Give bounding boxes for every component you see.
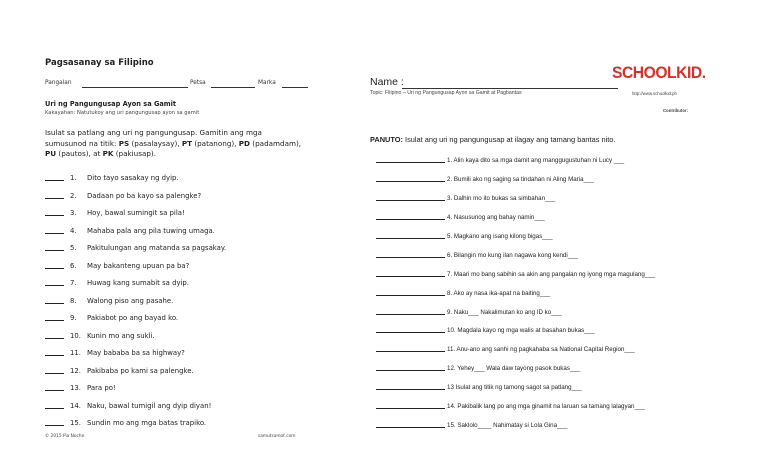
- panuto-text: Isulat ang uri ng pangungusap at ilagay ang tamang bantas nito.: [405, 135, 616, 144]
- name-label: Name :: [370, 76, 404, 88]
- list-item: 7. Huwag kang sumabit sa dyip.: [45, 279, 189, 287]
- list-item: 8. Walong piso ang pasahe.: [45, 297, 173, 305]
- list-item: 1. Alin kaya dito sa mga damit ang manggugustuhan ni Lucy ___: [376, 157, 624, 164]
- list-item: 11. May bababa ba sa highway?: [45, 349, 185, 357]
- list-item: 2. Bumili ako ng saging sa tindahan ni Aling Maria___: [376, 176, 594, 183]
- list-item: 6. May bakanteng upuan pa ba?: [45, 262, 189, 270]
- list-item: 3. Dalhin mo ito bukas sa simbahan___: [376, 195, 555, 202]
- site-url: http://www.schoolkid.ph: [632, 91, 677, 96]
- list-item: 1. Dito tayo sasakay ng dyip.: [45, 174, 179, 182]
- list-item: 13 Isulat ang titik ng tamong sagot sa patlang___: [376, 384, 582, 391]
- score-field-line[interactable]: [282, 87, 308, 88]
- answer-blank[interactable]: [45, 215, 64, 216]
- list-item: 4. Nasusunog ang bahay namin___: [376, 214, 545, 221]
- list-item: 12. Yehey___ Wala daw tayong pasok bukas___: [376, 365, 580, 372]
- answer-blank[interactable]: [45, 355, 64, 356]
- list-item: 4. Mahaba pala ang pila tuwing umaga.: [45, 227, 215, 235]
- worksheet-title: Pagsasanay sa Filipino: [45, 58, 154, 68]
- answer-blank[interactable]: [376, 162, 445, 163]
- name-field-line[interactable]: [82, 87, 188, 88]
- contributor-label: Contributor:: [663, 108, 689, 113]
- score-field-label: Marka: [258, 80, 276, 86]
- answer-blank[interactable]: [45, 268, 64, 269]
- answer-blank[interactable]: [45, 285, 64, 286]
- date-field-line[interactable]: [211, 87, 255, 88]
- list-item: 10. Kunin mo ang sukli.: [45, 332, 155, 340]
- name-field-label: Pangalan: [45, 80, 72, 86]
- answer-blank[interactable]: [45, 198, 64, 199]
- answer-blank[interactable]: [376, 427, 445, 428]
- skill-description: Kakayahan: Natutukoy ang uri pangungusap ayon sa gamit: [45, 110, 200, 116]
- answer-blank[interactable]: [376, 257, 445, 258]
- list-item: 14. Pakibalik lang po ang mga ginamit na laruan sa tamang lalagyan___: [376, 403, 645, 410]
- answer-blank[interactable]: [45, 338, 64, 339]
- list-item: 14. Naku, bawal tumigil ang dyip diyan!: [45, 402, 211, 410]
- answer-blank[interactable]: [376, 181, 445, 182]
- list-item: 2. Dadaan po ba kayo sa palengke?: [45, 192, 201, 200]
- answer-blank[interactable]: [45, 373, 64, 374]
- list-item: 5. Pakitulungan ang matanda sa pagsakay.: [45, 244, 226, 252]
- instruction-line-2: sumusunod na titik:: [45, 138, 117, 148]
- code-pk-text: (pakiusap).: [115, 149, 157, 158]
- list-item: 15. Sundin mo ang mga batas trapiko.: [45, 419, 206, 427]
- answer-blank[interactable]: [45, 180, 64, 181]
- answer-blank[interactable]: [376, 332, 445, 333]
- list-item: 11. Anu-ano ang sanhi ng pagkahaba sa National Capital Region___: [376, 346, 635, 353]
- list-item: 10. Magdala kayo ng mga walis at basahan bukas___: [376, 327, 595, 334]
- list-item: 3. Hoy, bawal sumingit sa pila!: [45, 209, 185, 217]
- list-item: 6. Bilangin mo kung ilan nagawa kong kendi___: [376, 252, 578, 259]
- list-item: 8. Ako ay nasa ika-apat na baiting___: [376, 290, 550, 297]
- instruction-line-1: Isulat sa patlang ang uri ng pangungusap. Gamitin ang mga: [45, 128, 262, 137]
- copyright-footer: © 2015 Pia Noche: [45, 434, 85, 439]
- answer-blank[interactable]: [45, 233, 64, 234]
- name-line[interactable]: [402, 88, 618, 89]
- list-item: 13. Para po!: [45, 384, 116, 392]
- answer-blank[interactable]: [45, 408, 64, 409]
- answer-blank[interactable]: [45, 250, 64, 251]
- answer-blank[interactable]: [376, 351, 445, 352]
- code-ps: PS: [118, 138, 130, 148]
- schoolkid-logo: SCHOOLKID.: [612, 63, 706, 82]
- list-item: 5. Magkano ang isang kilong bigas___: [376, 233, 553, 240]
- answer-blank[interactable]: [376, 276, 445, 277]
- list-item: 9. Pakiabot po ang bayad ko.: [45, 314, 178, 322]
- list-item: 15. Saklolo____ Nahimatay si Lola Gina___: [376, 422, 567, 429]
- answer-blank[interactable]: [376, 408, 445, 409]
- code-pu: PU: [45, 149, 57, 158]
- code-pd-text: (padamdam),: [252, 138, 302, 148]
- list-item: 12. Pakibaba po kami sa palengke.: [45, 367, 194, 375]
- code-pu-text: (pautos), at: [58, 149, 101, 158]
- instructions: [45, 128, 307, 160]
- code-pt-text: (patanong),: [194, 138, 237, 148]
- answer-blank[interactable]: [376, 238, 445, 239]
- answer-blank[interactable]: [45, 320, 64, 321]
- answer-blank[interactable]: [376, 219, 445, 220]
- code-pt: PT: [181, 138, 193, 148]
- worksheet-subtitle: Uri ng Pangungusap Ayon sa Gamit: [45, 100, 177, 108]
- panuto-instruction: [370, 135, 615, 144]
- list-item: 9. Naku___ Nakalimutan ko ang ID ko___: [376, 309, 562, 316]
- code-ps-text: (pasalaysay),: [131, 138, 180, 148]
- site-footer: samutsamot.com: [258, 434, 296, 439]
- answer-blank[interactable]: [45, 425, 64, 426]
- answer-blank[interactable]: [45, 303, 64, 304]
- panuto-label: PANUTO:: [370, 135, 403, 144]
- list-item: 7. Maari mo bang sabihin sa akin ang pangalan ng iyong mga magulang___: [376, 271, 655, 278]
- code-pk: PK: [102, 149, 114, 158]
- answer-blank[interactable]: [376, 389, 445, 390]
- worksheet-filipino-left: [0, 0, 340, 466]
- code-pd: PD: [238, 138, 250, 148]
- date-field-label: Petsa: [190, 80, 206, 86]
- answer-blank[interactable]: [376, 295, 445, 296]
- answer-blank[interactable]: [376, 314, 445, 315]
- answer-blank[interactable]: [376, 200, 445, 201]
- topic-line: Topic: Filipino – Uri ng Pangungusap Ayon sa Gamit at Pagbantas: [370, 90, 522, 96]
- answer-blank[interactable]: [45, 390, 64, 391]
- answer-blank[interactable]: [376, 370, 445, 371]
